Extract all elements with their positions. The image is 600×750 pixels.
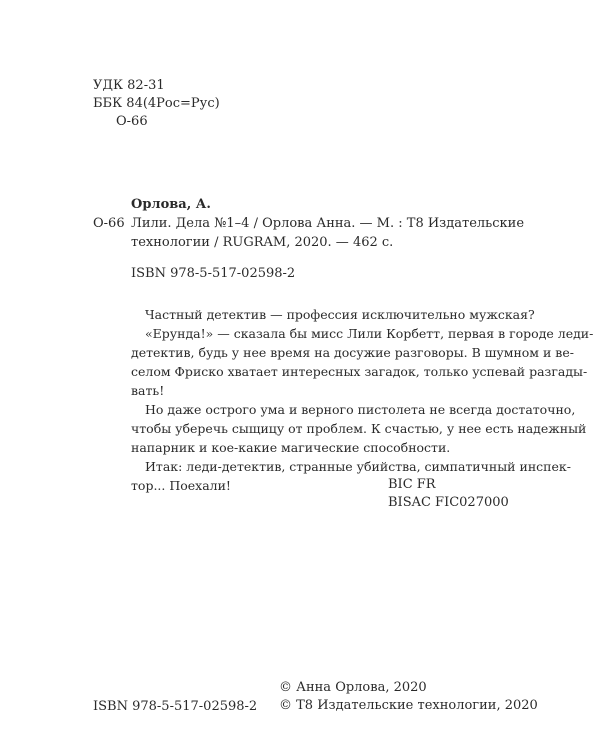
udk-code: УДК 82-31 bbox=[93, 78, 165, 93]
biblio-mark: О-66 bbox=[93, 216, 125, 231]
annotation-line: напарник и кое-какие магические способности. bbox=[131, 440, 451, 455]
classification-block bbox=[93, 77, 220, 131]
subject-codes bbox=[388, 476, 509, 512]
footer-isbn: ISBN 978-5-517-02598-2 bbox=[93, 699, 258, 714]
annotation bbox=[131, 305, 594, 495]
copyright-block bbox=[279, 679, 538, 715]
biblio-line-2: технологии / RUGRAM, 2020. — 462 с. bbox=[131, 235, 394, 250]
annotation-line: тор... Поехали! bbox=[131, 478, 231, 493]
annotation-line: селом Фриско хватает интересных загадок, только успевай разгады- bbox=[131, 364, 588, 379]
bisac-code: BISAC FIC027000 bbox=[388, 495, 509, 510]
annotation-line: Итак: леди-детектив, странные убийства, симпатичный инспек- bbox=[145, 459, 571, 474]
biblio-isbn: ISBN 978-5-517-02598-2 bbox=[131, 266, 296, 281]
annotation-line: Но даже острого ума и верного пистолета не всегда достаточно, bbox=[145, 402, 576, 417]
copyright-author: © Анна Орлова, 2020 bbox=[279, 680, 427, 695]
annotation-line: Частный детектив — профессия исключительно мужская? bbox=[145, 307, 535, 322]
annotation-line: детектив, будь у нее время на досужие разговоры. В шумном и ве- bbox=[131, 345, 574, 360]
annotation-line: «Ерунда!» — сказала бы мисс Лили Корбетт, первая в городе леди- bbox=[145, 326, 594, 341]
author-heading: Орлова, А. bbox=[131, 197, 211, 212]
bbk-code: ББК 84(4Рос=Рус) bbox=[93, 96, 220, 111]
annotation-line: чтобы уберечь сыщицу от проблем. К счастью, у нее есть надежный bbox=[131, 421, 587, 436]
copyright-publisher: © Т8 Издательские технологии, 2020 bbox=[279, 698, 538, 713]
biblio-line-1: Лили. Дела №1–4 / Орлова Анна. — М. : Т8 Издательские bbox=[131, 216, 525, 231]
author-mark: О-66 bbox=[116, 114, 148, 129]
annotation-line: вать! bbox=[131, 383, 165, 398]
bic-code: BIC FR bbox=[388, 477, 436, 492]
